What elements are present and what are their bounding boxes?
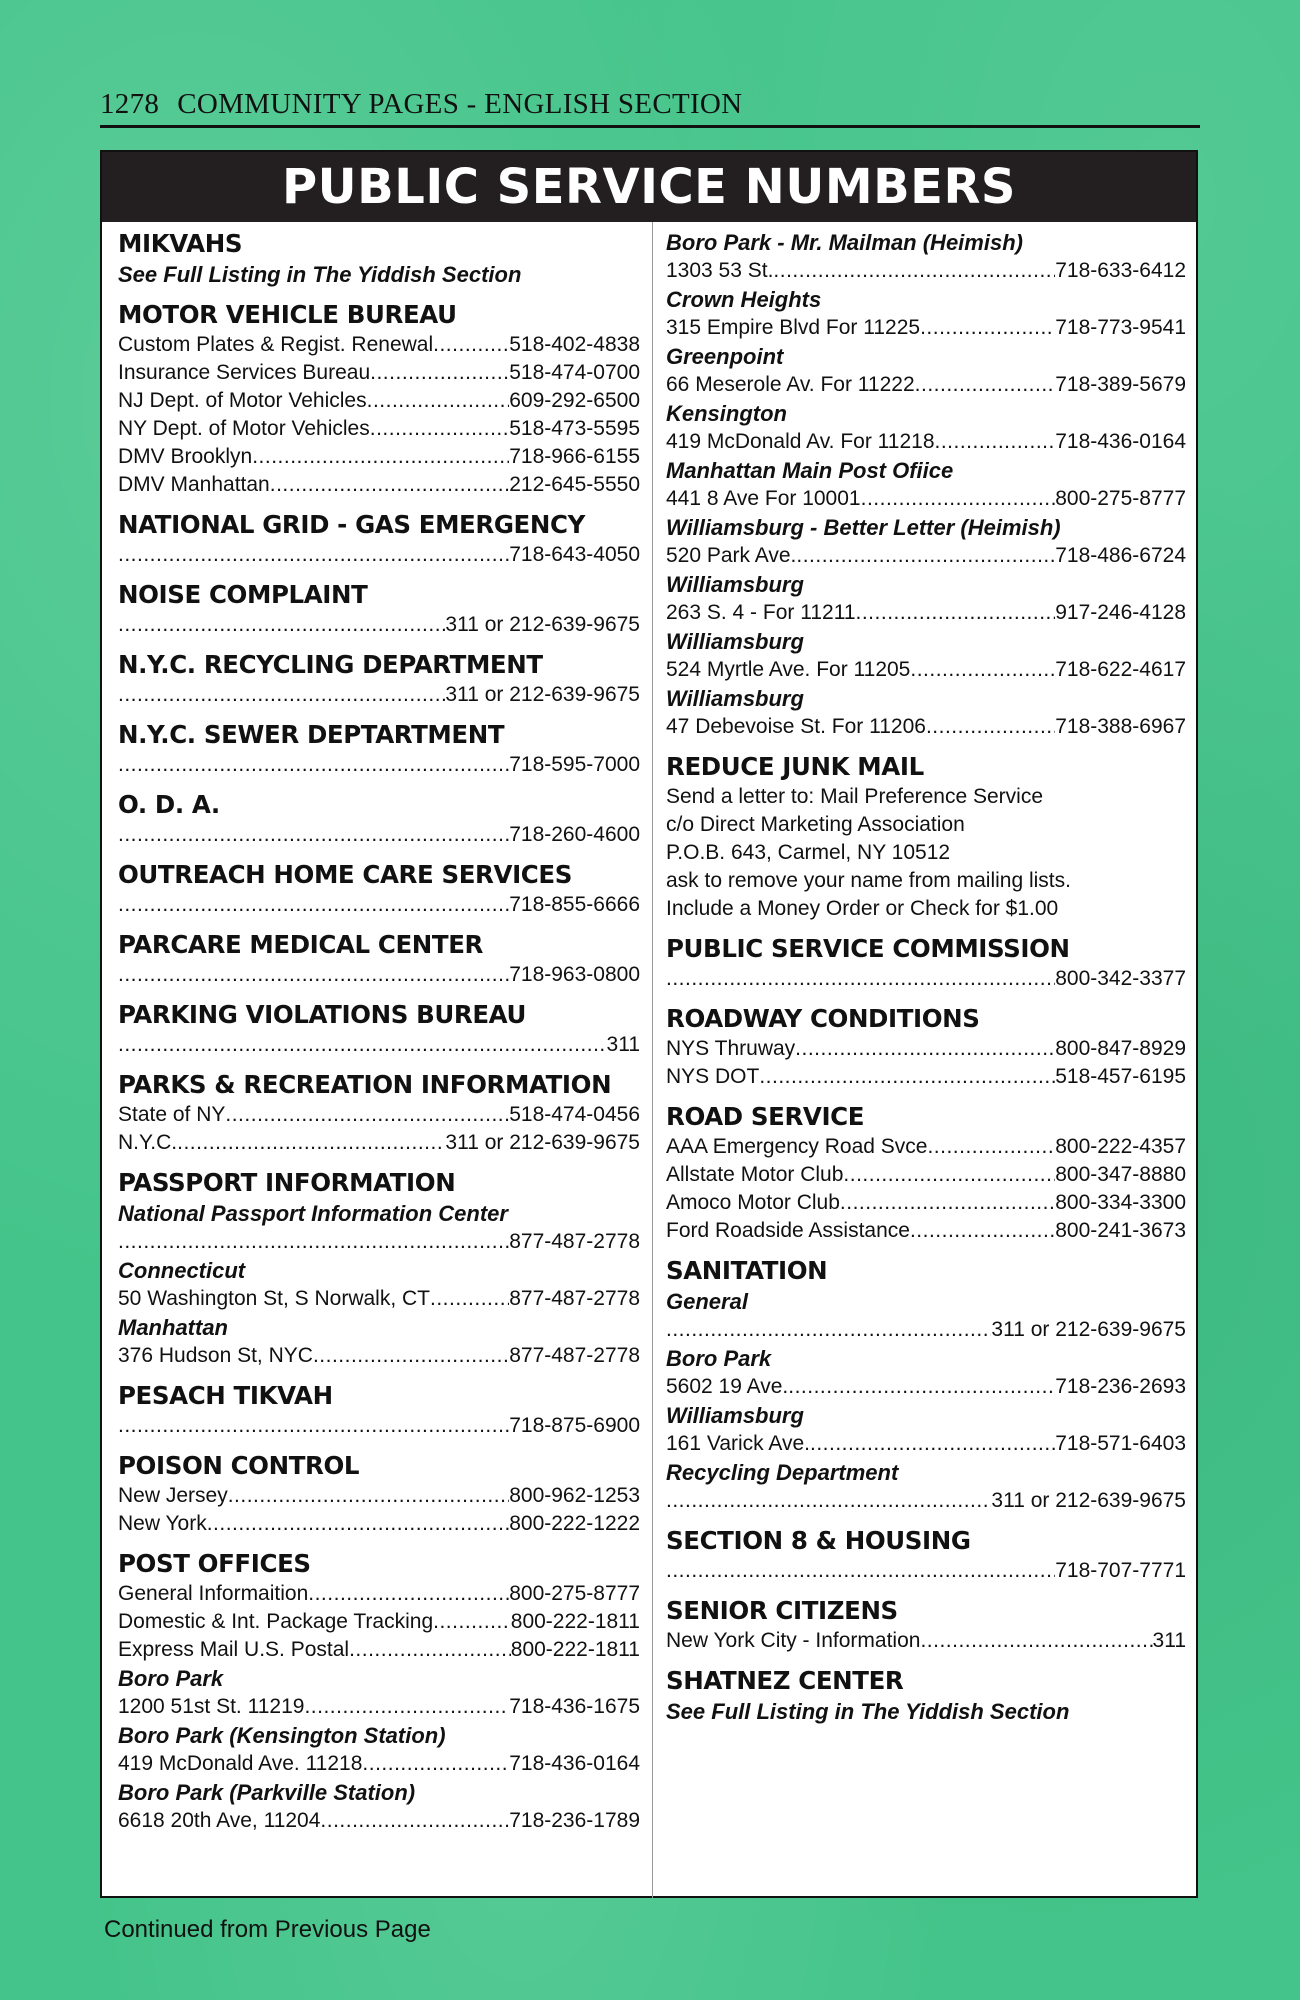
phone-number: 800-275-8777 [509, 1582, 640, 1605]
listing-row [118, 681, 640, 709]
listing-label: 520 Park Ave. [666, 544, 797, 567]
listing-row [666, 1316, 1186, 1344]
listing-row [666, 428, 1186, 456]
phone-number: 518-473-5595 [509, 417, 640, 440]
listing-label: NYS DOT [666, 1065, 760, 1088]
listing-row [666, 1487, 1186, 1515]
listing-label: Insurance Services Bureau [118, 361, 371, 384]
phone-number: 718-260-4600 [509, 823, 640, 846]
dot-leader [177, 1129, 445, 1157]
listing-row [118, 751, 640, 779]
listing-label: General Informaition [118, 1582, 309, 1605]
listing-row [118, 891, 640, 919]
phone-number: 718-436-0164 [509, 1752, 640, 1775]
subheading: Boro Park [666, 1346, 772, 1371]
phone-number: 800-222-1811 [510, 1610, 640, 1633]
dot-leader [666, 1487, 991, 1515]
listing-row [666, 1627, 1186, 1655]
dot-leader [788, 1373, 1055, 1401]
listing-row [118, 331, 640, 359]
dot-leader [861, 485, 1056, 513]
dot-leader [225, 1101, 509, 1129]
listing-row [666, 713, 1186, 741]
phone-number: 718-707-7771 [1055, 1559, 1186, 1582]
section-heading: MOTOR VEHICLE BUREAU [118, 300, 457, 329]
listing-label: New York City - Information [666, 1629, 921, 1652]
column-divider [652, 222, 653, 1898]
subheading: Kensington [666, 401, 787, 426]
dot-leader [433, 331, 509, 359]
listing-row [666, 1217, 1186, 1245]
phone-number: 917-246-4128 [1055, 601, 1186, 624]
listing-section [118, 719, 640, 779]
phone-number: 877-487-2778 [509, 1287, 640, 1310]
section-heading: ROAD SERVICE [666, 1102, 865, 1131]
phone-number: 718-436-0164 [1055, 430, 1186, 453]
phone-number: 718-855-6666 [509, 893, 640, 916]
dot-leader [118, 1412, 509, 1440]
listing-label: N.Y.C. [118, 1131, 178, 1154]
dot-leader [796, 542, 1055, 570]
dot-leader [935, 428, 1056, 456]
dot-leader [810, 1430, 1055, 1458]
section-heading: PARKS & RECREATION INFORMATION [118, 1070, 612, 1099]
listing-row [118, 471, 640, 499]
dot-leader [666, 1316, 991, 1344]
listing-row [118, 359, 640, 387]
dot-leader [915, 371, 1056, 399]
phone-number: 718-388-6967 [1055, 715, 1186, 738]
subheading: Williamsburg [666, 629, 804, 654]
phone-number: 718-236-2693 [1055, 1375, 1186, 1398]
listing-section [118, 579, 640, 639]
listing-row [666, 371, 1186, 399]
phone-number: 718-875-6900 [509, 1414, 640, 1437]
phone-number: 718-389-5679 [1055, 373, 1186, 396]
section-heading: SHATNEZ CENTER [666, 1666, 904, 1695]
listing-section [666, 751, 1186, 923]
listing-section [118, 1167, 640, 1370]
dot-leader [313, 1342, 509, 1370]
listing-section [666, 1255, 1186, 1515]
listing-label: 419 McDonald Av. For 11218 [666, 430, 935, 453]
listing-section [666, 228, 1186, 741]
listing-label: 1200 51st St. 11219 [118, 1695, 305, 1718]
phone-number: 718-236-1789 [509, 1809, 640, 1832]
dot-leader [118, 961, 509, 989]
listing-section [118, 1069, 640, 1157]
listing-row [666, 1557, 1186, 1585]
section-heading: POST OFFICES [118, 1549, 311, 1578]
phone-number: 718-622-4617 [1055, 658, 1186, 681]
page-title: PUBLIC SERVICE NUMBERS [102, 152, 1196, 222]
subheading: Crown Heights [666, 287, 822, 312]
listing-label: 376 Hudson St, NYC [118, 1344, 313, 1367]
dot-leader [118, 1228, 509, 1256]
dot-leader [207, 1510, 510, 1538]
dot-leader [773, 257, 1055, 285]
listing-row [118, 1412, 640, 1440]
listing-row [118, 1693, 640, 1721]
section-heading: PASSPORT INFORMATION [118, 1168, 456, 1197]
listing-row [666, 965, 1186, 993]
listing-section [118, 789, 640, 849]
listing-row [118, 1510, 640, 1538]
listing-row [666, 599, 1186, 627]
listing-label: 1303 53 St. [666, 259, 774, 282]
listing-section [666, 933, 1186, 993]
dot-leader [304, 1693, 509, 1721]
dot-leader [370, 415, 509, 443]
listing-row [118, 1482, 640, 1510]
section-heading: PUBLIC SERVICE COMMISSION [666, 934, 1070, 963]
dot-leader [430, 1285, 509, 1313]
section-heading: SENIOR CITIZENS [666, 1596, 898, 1625]
listing-row [118, 1580, 640, 1608]
listing-row [118, 1608, 640, 1636]
listing-row [118, 1750, 640, 1778]
subheading: Boro Park (Kensington Station) [118, 1723, 446, 1748]
dot-leader [118, 541, 509, 569]
listing-row [666, 1161, 1186, 1189]
phone-number: 212-645-5550 [509, 473, 640, 496]
listing-row [666, 1133, 1186, 1161]
phone-number: 800-222-4357 [1055, 1135, 1186, 1158]
dot-leader [320, 1807, 509, 1835]
phone-number: 877-487-2778 [509, 1230, 640, 1253]
subheading: Manhattan Main Post Ofiice [666, 458, 954, 483]
phone-number: 800-275-8777 [1055, 487, 1186, 510]
dot-leader [666, 1557, 1055, 1585]
text-line: Include a Money Order or Check for $1.00 [666, 897, 1059, 920]
dot-leader [910, 656, 1055, 684]
dot-leader [920, 1627, 1152, 1655]
listing-row [118, 1342, 640, 1370]
phone-number: 800-962-1253 [509, 1484, 640, 1507]
text-line: ask to remove your name from mailing lists. [666, 869, 1071, 892]
dot-leader [910, 1217, 1055, 1245]
dot-leader [118, 891, 509, 919]
dot-leader [926, 713, 1055, 741]
dot-leader [433, 1608, 511, 1636]
dot-leader [920, 314, 1055, 342]
listing-row [666, 1063, 1186, 1091]
phone-number: 800-342-3377 [1055, 967, 1186, 990]
phone-number: 877-487-2778 [509, 1344, 640, 1367]
page-number: 1278 [100, 88, 160, 120]
dot-leader [349, 1636, 511, 1664]
section-heading: REDUCE JUNK MAIL [666, 752, 924, 781]
listing-row [666, 314, 1186, 342]
phone-number: 718-966-6155 [509, 445, 640, 468]
dot-leader [118, 821, 509, 849]
listing-section [118, 1548, 640, 1835]
phone-number: 311 [1152, 1629, 1186, 1652]
listing-label: Custom Plates & Regist. Renewal [118, 333, 434, 356]
listing-row [118, 1101, 640, 1129]
listing-label: 66 Meserole Av. For 11222 [666, 373, 915, 396]
dot-leader [927, 1133, 1055, 1161]
dot-leader [856, 599, 1056, 627]
dot-leader [666, 965, 1055, 993]
listing-label: NJ Dept. of Motor Vehicles [118, 389, 367, 412]
subheading: Williamsburg - Better Letter (Heimish) [666, 515, 1061, 540]
dot-leader [118, 751, 509, 779]
subheading: Boro Park [118, 1666, 224, 1691]
subheading: Connecticut [118, 1258, 246, 1283]
dot-leader [308, 1580, 509, 1608]
right-column [666, 228, 1186, 1736]
listing-label: Ford Roadside Assistance [666, 1219, 910, 1242]
section-heading: O. D. A. [118, 790, 220, 819]
listing-row [118, 821, 640, 849]
section-heading: ROADWAY CONDITIONS [666, 1004, 980, 1033]
listing-row [118, 387, 640, 415]
directory-panel [100, 150, 1198, 1898]
listing-row [666, 1035, 1186, 1063]
phone-number: 518-474-0700 [509, 361, 640, 384]
section-heading: PARKING VIOLATIONS BUREAU [118, 1000, 526, 1029]
phone-number: 718-773-9541 [1055, 316, 1186, 339]
listing-row [118, 443, 640, 471]
section-heading: POISON CONTROL [118, 1451, 360, 1480]
phone-number: 800-222-1222 [509, 1512, 640, 1535]
listing-section [666, 1595, 1186, 1655]
section-heading: PESACH TIKVAH [118, 1381, 333, 1410]
subheading: Greenpoint [666, 344, 784, 369]
listing-label: DMV Manhattan [118, 473, 270, 496]
subheading: National Passport Information Center [118, 1201, 508, 1226]
listing-row [666, 542, 1186, 570]
section-heading: SECTION 8 & HOUSING [666, 1526, 971, 1555]
phone-number: 718-595-7000 [509, 753, 640, 776]
listing-label: 47 Debevoise St. For 11206 [666, 715, 926, 738]
phone-number: 718-963-0800 [509, 963, 640, 986]
phone-number: 311 or 212-639-9675 [991, 1489, 1186, 1512]
listing-section [666, 1003, 1186, 1091]
listing-row [666, 485, 1186, 513]
listing-row [118, 1129, 640, 1157]
listing-label: 524 Myrtle Ave. For 11205 [666, 658, 911, 681]
phone-number: 311 [606, 1033, 640, 1056]
phone-number: 311 or 212-639-9675 [445, 683, 640, 706]
phone-number: 718-633-6412 [1055, 259, 1186, 282]
listing-label: 50 Washington St, S Norwalk, CT [118, 1287, 431, 1310]
listing-label: Amoco Motor Club [666, 1191, 840, 1214]
dot-leader [367, 387, 510, 415]
section-title: COMMUNITY PAGES - ENGLISH SECTION [177, 88, 743, 120]
listing-label: DMV Brooklyn [118, 445, 253, 468]
section-heading: NATIONAL GRID - GAS EMERGENCY [118, 510, 585, 539]
columns [102, 222, 1196, 1898]
section-heading: MIKVAHS [118, 229, 243, 258]
phone-number: 311 or 212-639-9675 [445, 613, 640, 636]
phone-number: 609-292-6500 [509, 389, 640, 412]
dot-leader [118, 1031, 607, 1059]
listing-label: NY Dept. of Motor Vehicles [118, 417, 370, 440]
phone-number: 518-402-4838 [509, 333, 640, 356]
listing-label: 441 8 Ave For 10001 [666, 487, 861, 510]
listing-row [666, 1189, 1186, 1217]
listing-section [118, 1450, 640, 1538]
subheading: See Full Listing in The Yiddish Section [666, 1699, 1070, 1724]
listing-section [118, 999, 640, 1059]
listing-label: 6618 20th Ave, 11204 [118, 1809, 321, 1832]
subheading: Williamsburg [666, 686, 804, 711]
phone-number: 718-571-6403 [1055, 1432, 1186, 1455]
page-header [100, 88, 1200, 128]
footer-note: Continued from Previous Page [104, 1916, 431, 1943]
listing-section [118, 859, 640, 919]
listing-row [118, 961, 640, 989]
subheading: See Full Listing in The Yiddish Section [118, 262, 522, 287]
listing-label: 5602 19 Ave. [666, 1375, 789, 1398]
dot-leader [370, 359, 509, 387]
dot-leader [843, 1161, 1055, 1189]
section-heading: OUTREACH HOME CARE SERVICES [118, 860, 572, 889]
listing-section [118, 228, 640, 289]
listing-section [118, 649, 640, 709]
listing-label: AAA Emergency Road Svce [666, 1135, 928, 1158]
listing-row [118, 541, 640, 569]
left-column [118, 228, 640, 1845]
subheading: Recycling Department [666, 1460, 899, 1485]
section-heading: SANITATION [666, 1256, 828, 1285]
listing-row [118, 1636, 640, 1664]
phone-number: 718-436-1675 [509, 1695, 640, 1718]
listing-section [118, 509, 640, 569]
listing-label: Domestic & Int. Package Tracking [118, 1610, 434, 1633]
phone-number: 718-643-4050 [509, 543, 640, 566]
dot-leader [759, 1063, 1055, 1091]
dot-leader [270, 471, 509, 499]
subheading: General [666, 1289, 748, 1314]
dot-leader [362, 1750, 509, 1778]
listing-section [118, 1380, 640, 1440]
listing-row [118, 611, 640, 639]
listing-label: State of NY [118, 1103, 226, 1126]
text-line: Send a letter to: Mail Preference Service [666, 785, 1044, 808]
text-line: c/o Direct Marketing Association [666, 813, 965, 836]
phone-number: 800-847-8929 [1055, 1037, 1186, 1060]
listing-section [666, 1525, 1186, 1585]
phone-number: 800-334-3300 [1055, 1191, 1186, 1214]
listing-label: New Jersey [118, 1484, 228, 1507]
listing-row [666, 1373, 1186, 1401]
listing-section [118, 929, 640, 989]
listing-label: NYS Thruway [666, 1037, 796, 1060]
listing-label: 315 Empire Blvd For 11225 [666, 316, 921, 339]
phone-number: 800-241-3673 [1055, 1219, 1186, 1242]
listing-label: 161 Varick Ave. [666, 1432, 810, 1455]
phone-number: 518-474-0456 [509, 1103, 640, 1126]
dot-leader [118, 681, 445, 709]
text-line: P.O.B. 643, Carmel, NY 10512 [666, 841, 951, 864]
listing-row [118, 415, 640, 443]
dot-leader [795, 1035, 1055, 1063]
listing-row [118, 1285, 640, 1313]
section-heading: N.Y.C. RECYCLING DEPARTMENT [118, 650, 543, 679]
listing-label: New York [118, 1512, 207, 1535]
listing-section [118, 299, 640, 499]
subheading: Boro Park (Parkville Station) [118, 1780, 416, 1805]
subheading: Manhattan [118, 1315, 228, 1340]
listing-label: 263 S. 4 - For 11211 [666, 601, 856, 624]
subheading: Boro Park - Mr. Mailman (Heimish) [666, 230, 1023, 255]
listing-row [666, 257, 1186, 285]
dot-leader [228, 1482, 510, 1510]
section-heading: N.Y.C. SEWER DEPTARTMENT [118, 720, 505, 749]
dot-leader [840, 1189, 1055, 1217]
dot-leader [252, 443, 509, 471]
listing-label: Express Mail U.S. Postal [118, 1638, 350, 1661]
listing-row [666, 1430, 1186, 1458]
listing-row [118, 1807, 640, 1835]
subheading: Williamsburg [666, 1403, 804, 1428]
section-heading: PARCARE MEDICAL CENTER [118, 930, 483, 959]
phone-number: 518-457-6195 [1055, 1065, 1186, 1088]
phone-number: 800-347-8880 [1055, 1163, 1186, 1186]
listing-row [666, 656, 1186, 684]
dot-leader [118, 611, 445, 639]
listing-row [118, 1031, 640, 1059]
listing-label: Allstate Motor Club [666, 1163, 844, 1186]
phone-number: 311 or 212-639-9675 [991, 1318, 1186, 1341]
listing-section [666, 1665, 1186, 1726]
section-heading: NOISE COMPLAINT [118, 580, 368, 609]
listing-label: 419 McDonald Ave. 11218 [118, 1752, 363, 1775]
listing-section [666, 1101, 1186, 1245]
listing-row [118, 1228, 640, 1256]
phone-number: 718-486-6724 [1055, 544, 1186, 567]
phone-number: 800-222-1811 [510, 1638, 640, 1661]
phone-number: 311 or 212-639-9675 [445, 1131, 640, 1154]
subheading: Williamsburg [666, 572, 804, 597]
